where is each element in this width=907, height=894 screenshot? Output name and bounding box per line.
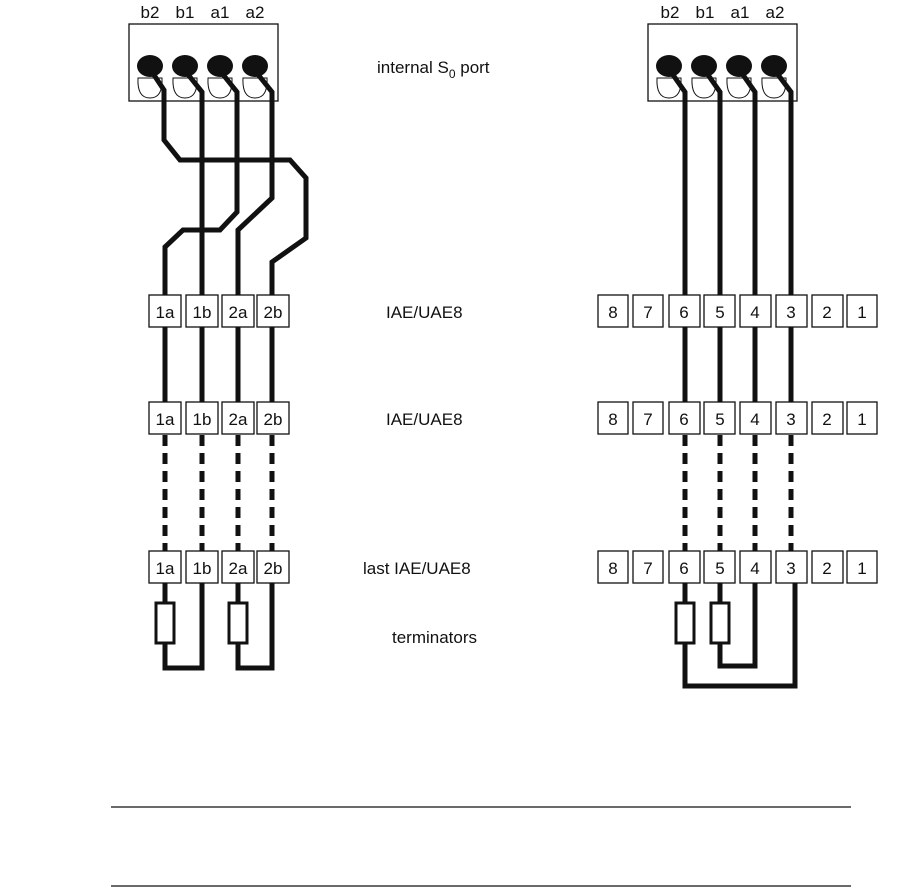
label-module-last: last IAE/UAE8 bbox=[363, 559, 471, 578]
left-m2-terminal-1a: 1a bbox=[155, 410, 175, 429]
left-module-2-terminals bbox=[149, 402, 289, 434]
right-continuation-dashes bbox=[685, 435, 791, 551]
right-m2-terminal-6: 6 bbox=[679, 410, 689, 429]
left-terminator-resistor-2 bbox=[229, 603, 247, 643]
right-m2-terminal-3: 3 bbox=[786, 410, 796, 429]
left-wire-b2-to-2b bbox=[152, 72, 306, 298]
right-m1-terminal-7: 7 bbox=[643, 303, 653, 322]
right-ml-terminal-4: 4 bbox=[750, 559, 760, 578]
right-m1-terminal-3: 3 bbox=[786, 303, 796, 322]
right-pin-label-a1: a1 bbox=[730, 3, 750, 22]
left-m1-terminal-1a: 1a bbox=[155, 303, 175, 322]
right-m2-terminal-4: 4 bbox=[750, 410, 760, 429]
right-m2-terminal-1: 1 bbox=[857, 410, 867, 429]
left-ml-terminal-2a: 2a bbox=[228, 559, 248, 578]
right-m1-terminal-8: 8 bbox=[608, 303, 618, 322]
left-pin-label-a1: a1 bbox=[210, 3, 230, 22]
right-m1-terminal-2: 2 bbox=[822, 303, 832, 322]
right-module-1-terminals bbox=[598, 295, 877, 327]
left-wire-b1-to-1b bbox=[186, 72, 202, 298]
right-m1-terminal-5: 5 bbox=[715, 303, 725, 322]
right-ml-terminal-8: 8 bbox=[608, 559, 618, 578]
right-pin-label-b1: b1 bbox=[695, 3, 715, 22]
right-ml-terminal-1: 1 bbox=[857, 559, 867, 578]
left-ml-terminal-2b: 2b bbox=[263, 559, 283, 578]
left-pin-label-a2: a2 bbox=[245, 3, 265, 22]
right-module-last-terminals bbox=[598, 551, 877, 583]
right-connector-wires bbox=[671, 72, 791, 298]
left-continuation-dashes bbox=[165, 435, 272, 551]
left-m1-terminal-2b: 2b bbox=[263, 303, 283, 322]
left-crossover-wires bbox=[152, 72, 306, 298]
left-terminator-wires bbox=[165, 583, 272, 668]
left-bus-wires bbox=[165, 326, 272, 402]
right-m1-terminal-1: 1 bbox=[857, 303, 867, 322]
right-s0-connector bbox=[648, 3, 797, 101]
right-ml-terminal-5: 5 bbox=[715, 559, 725, 578]
left-m2-terminal-1b: 1b bbox=[192, 410, 212, 429]
right-terminator-resistor-2 bbox=[711, 603, 729, 643]
right-module-2-terminals bbox=[598, 402, 877, 434]
left-m1-terminal-2a: 2a bbox=[228, 303, 248, 322]
right-m1-terminal-6: 6 bbox=[679, 303, 689, 322]
left-ml-terminal-1b: 1b bbox=[192, 559, 212, 578]
left-m1-terminal-1b: 1b bbox=[192, 303, 212, 322]
right-ml-terminal-2: 2 bbox=[822, 559, 832, 578]
left-m2-terminal-2b: 2b bbox=[263, 410, 283, 429]
right-terminator-resistor-1 bbox=[676, 603, 694, 643]
left-s0-connector bbox=[129, 3, 278, 101]
left-terminator-resistor-1 bbox=[156, 603, 174, 643]
left-pin-label-b2: b2 bbox=[140, 3, 160, 22]
left-m2-terminal-2a: 2a bbox=[228, 410, 248, 429]
left-module-1-terminals bbox=[149, 295, 289, 327]
right-ml-terminal-6: 6 bbox=[679, 559, 689, 578]
left-wire-a2-to-2a bbox=[238, 72, 272, 298]
right-bus-wires bbox=[685, 326, 791, 402]
label-internal-s0-port: internal $S_0$ port bbox=[377, 58, 490, 81]
right-ml-terminal-7: 7 bbox=[643, 559, 653, 578]
right-m1-terminal-4: 4 bbox=[750, 303, 760, 322]
right-pin-label-b2: b2 bbox=[660, 3, 680, 22]
right-pin-label-a2: a2 bbox=[765, 3, 785, 22]
right-terminator-wires bbox=[685, 583, 795, 686]
right-m2-terminal-7: 7 bbox=[643, 410, 653, 429]
right-m2-terminal-2: 2 bbox=[822, 410, 832, 429]
right-m2-terminal-8: 8 bbox=[608, 410, 618, 429]
right-ml-terminal-3: 3 bbox=[786, 559, 796, 578]
left-pin-label-b1: b1 bbox=[175, 3, 195, 22]
right-m2-terminal-5: 5 bbox=[715, 410, 725, 429]
left-ml-terminal-1a: 1a bbox=[155, 559, 175, 578]
left-module-last-terminals bbox=[149, 551, 289, 583]
label-module-1: IAE/UAE8 bbox=[386, 303, 463, 322]
label-terminators: terminators bbox=[392, 628, 478, 647]
label-module-2: IAE/UAE8 bbox=[386, 410, 463, 429]
